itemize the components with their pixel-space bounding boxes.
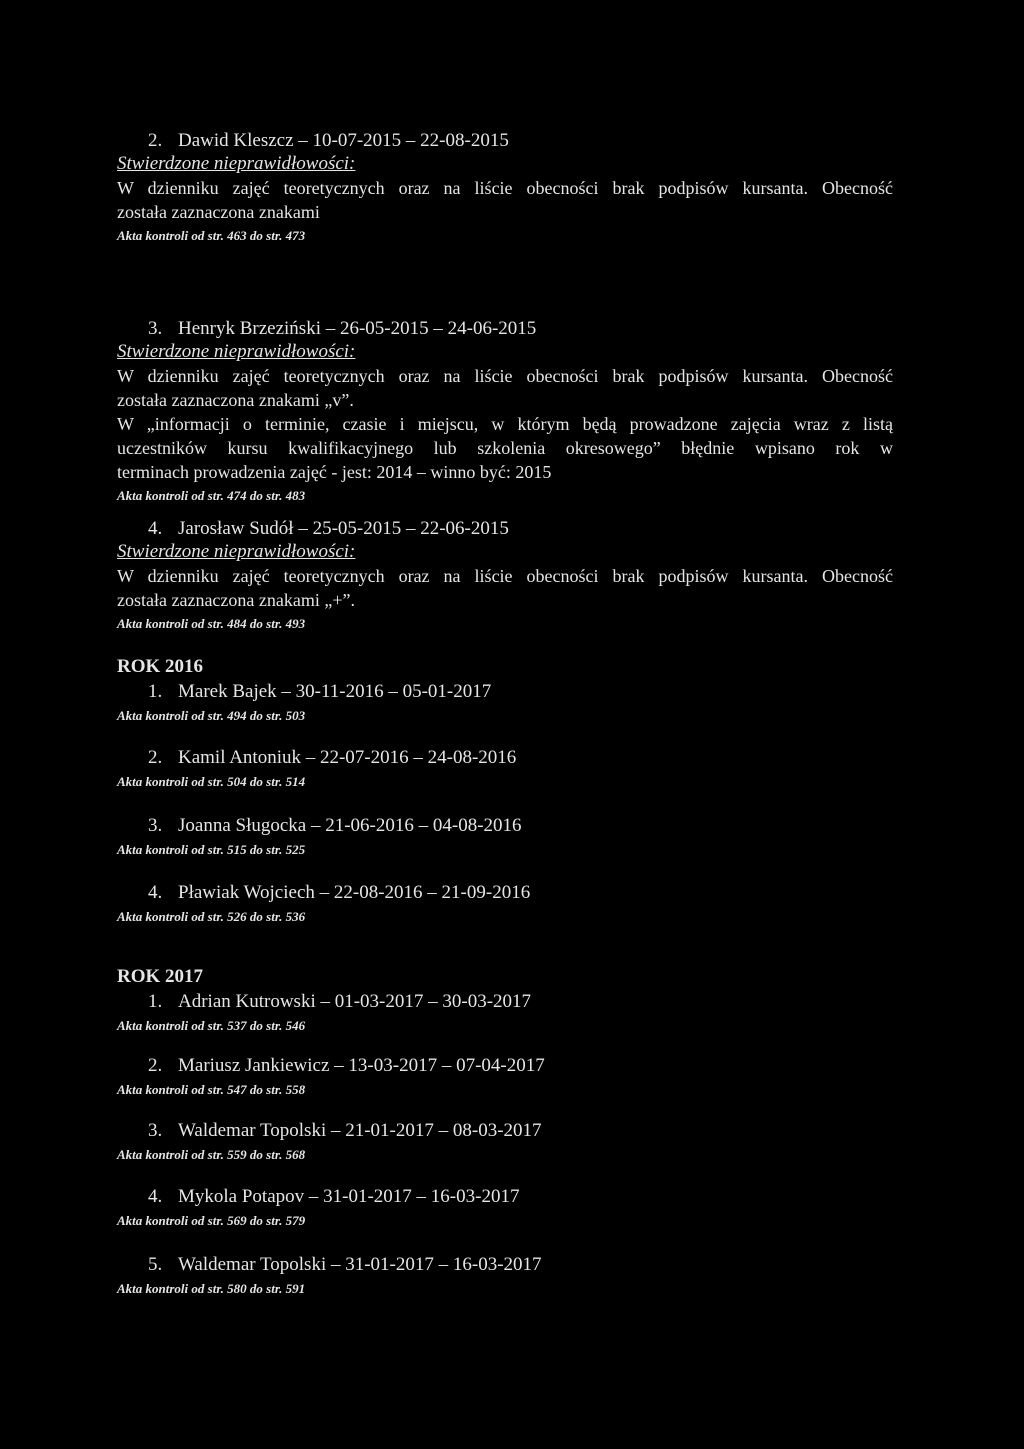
reference-line: Akta kontroli od str. 504 do str. 514 <box>117 774 306 789</box>
reference-line: Akta kontroli od str. 474 do str. 483 <box>117 488 306 503</box>
item-title: 2. Mariusz Jankiewicz – 13-03-2017 – 07-04-2017 <box>148 1055 545 1076</box>
reference-line: Akta kontroli od str. 526 do str. 536 <box>117 909 306 924</box>
item-title: 1. Adrian Kutrowski – 01-03-2017 – 30-03-2017 <box>148 991 532 1012</box>
body-text-line: W dzienniku zajęć teoretycznych oraz na liście obecności brak podpisów kursanta. Obecność <box>117 178 893 198</box>
body-text-line: W dzienniku zajęć teoretycznych oraz na liście obecności brak podpisów kursanta. Obecność <box>117 566 893 586</box>
item-title: 5. Waldemar Topolski – 31-01-2017 – 16-03-2017 <box>148 1254 542 1275</box>
item-title: 3. Joanna Sługocka – 21-06-2016 – 04-08-2016 <box>148 815 522 836</box>
body-text-line: została zaznaczona znakami „v”. <box>117 390 354 410</box>
item-title: 2. Dawid Kleszcz – 10-07-2015 – 22-08-2015 <box>148 130 509 151</box>
item-title: 1. Marek Bajek – 30-11-2016 – 05-01-2017 <box>148 681 492 702</box>
irregularities-label: Stwierdzone nieprawidłowości: <box>117 541 356 562</box>
reference-line: Akta kontroli od str. 547 do str. 558 <box>117 1082 306 1097</box>
body-text-line: została zaznaczona znakami „+”. <box>117 590 355 610</box>
reference-line: Akta kontroli od str. 569 do str. 579 <box>117 1213 306 1228</box>
reference-line: Akta kontroli od str. 463 do str. 473 <box>117 228 306 243</box>
reference-line: Akta kontroli od str. 559 do str. 568 <box>117 1147 306 1162</box>
item-title: 4. Jarosław Sudół – 25-05-2015 – 22-06-2015 <box>148 518 509 539</box>
reference-line: Akta kontroli od str. 580 do str. 591 <box>117 1281 306 1296</box>
reference-line: Akta kontroli od str. 494 do str. 503 <box>117 708 306 723</box>
reference-line: Akta kontroli od str. 515 do str. 525 <box>117 842 306 857</box>
irregularities-label: Stwierdzone nieprawidłowości: <box>117 341 356 362</box>
item-title: 3. Henryk Brzeziński – 26-05-2015 – 24-06-2015 <box>148 318 537 339</box>
reference-line: Akta kontroli od str. 537 do str. 546 <box>117 1018 306 1033</box>
year-heading: ROK 2016 <box>117 656 204 677</box>
item-title: 4. Pławiak Wojciech – 22-08-2016 – 21-09-2016 <box>148 882 531 903</box>
body-text-line: terminach prowadzenia zajęć - jest: 2014 – winno być: 2015 <box>117 462 552 482</box>
body-text-line: W „informacji o terminie, czasie i miejscu, w którym będą prowadzone zajęcia wraz z listą <box>117 414 893 434</box>
body-text-line: W dzienniku zajęć teoretycznych oraz na liście obecności brak podpisów kursanta. Obecność <box>117 366 893 386</box>
body-text-line: uczestników kursu kwalifikacyjnego lub szkolenia okresowego” błędnie wpisano rok w <box>117 438 893 458</box>
item-title: 4. Mykola Potapov – 31-01-2017 – 16-03-2017 <box>148 1186 520 1207</box>
item-title: 3. Waldemar Topolski – 21-01-2017 – 08-03-2017 <box>148 1120 542 1141</box>
year-heading: ROK 2017 <box>117 966 204 987</box>
body-text-line: została zaznaczona znakami <box>117 202 320 222</box>
irregularities-label: Stwierdzone nieprawidłowości: <box>117 153 356 174</box>
reference-line: Akta kontroli od str. 484 do str. 493 <box>117 616 306 631</box>
item-title: 2. Kamil Antoniuk – 22-07-2016 – 24-08-2016 <box>148 747 517 768</box>
